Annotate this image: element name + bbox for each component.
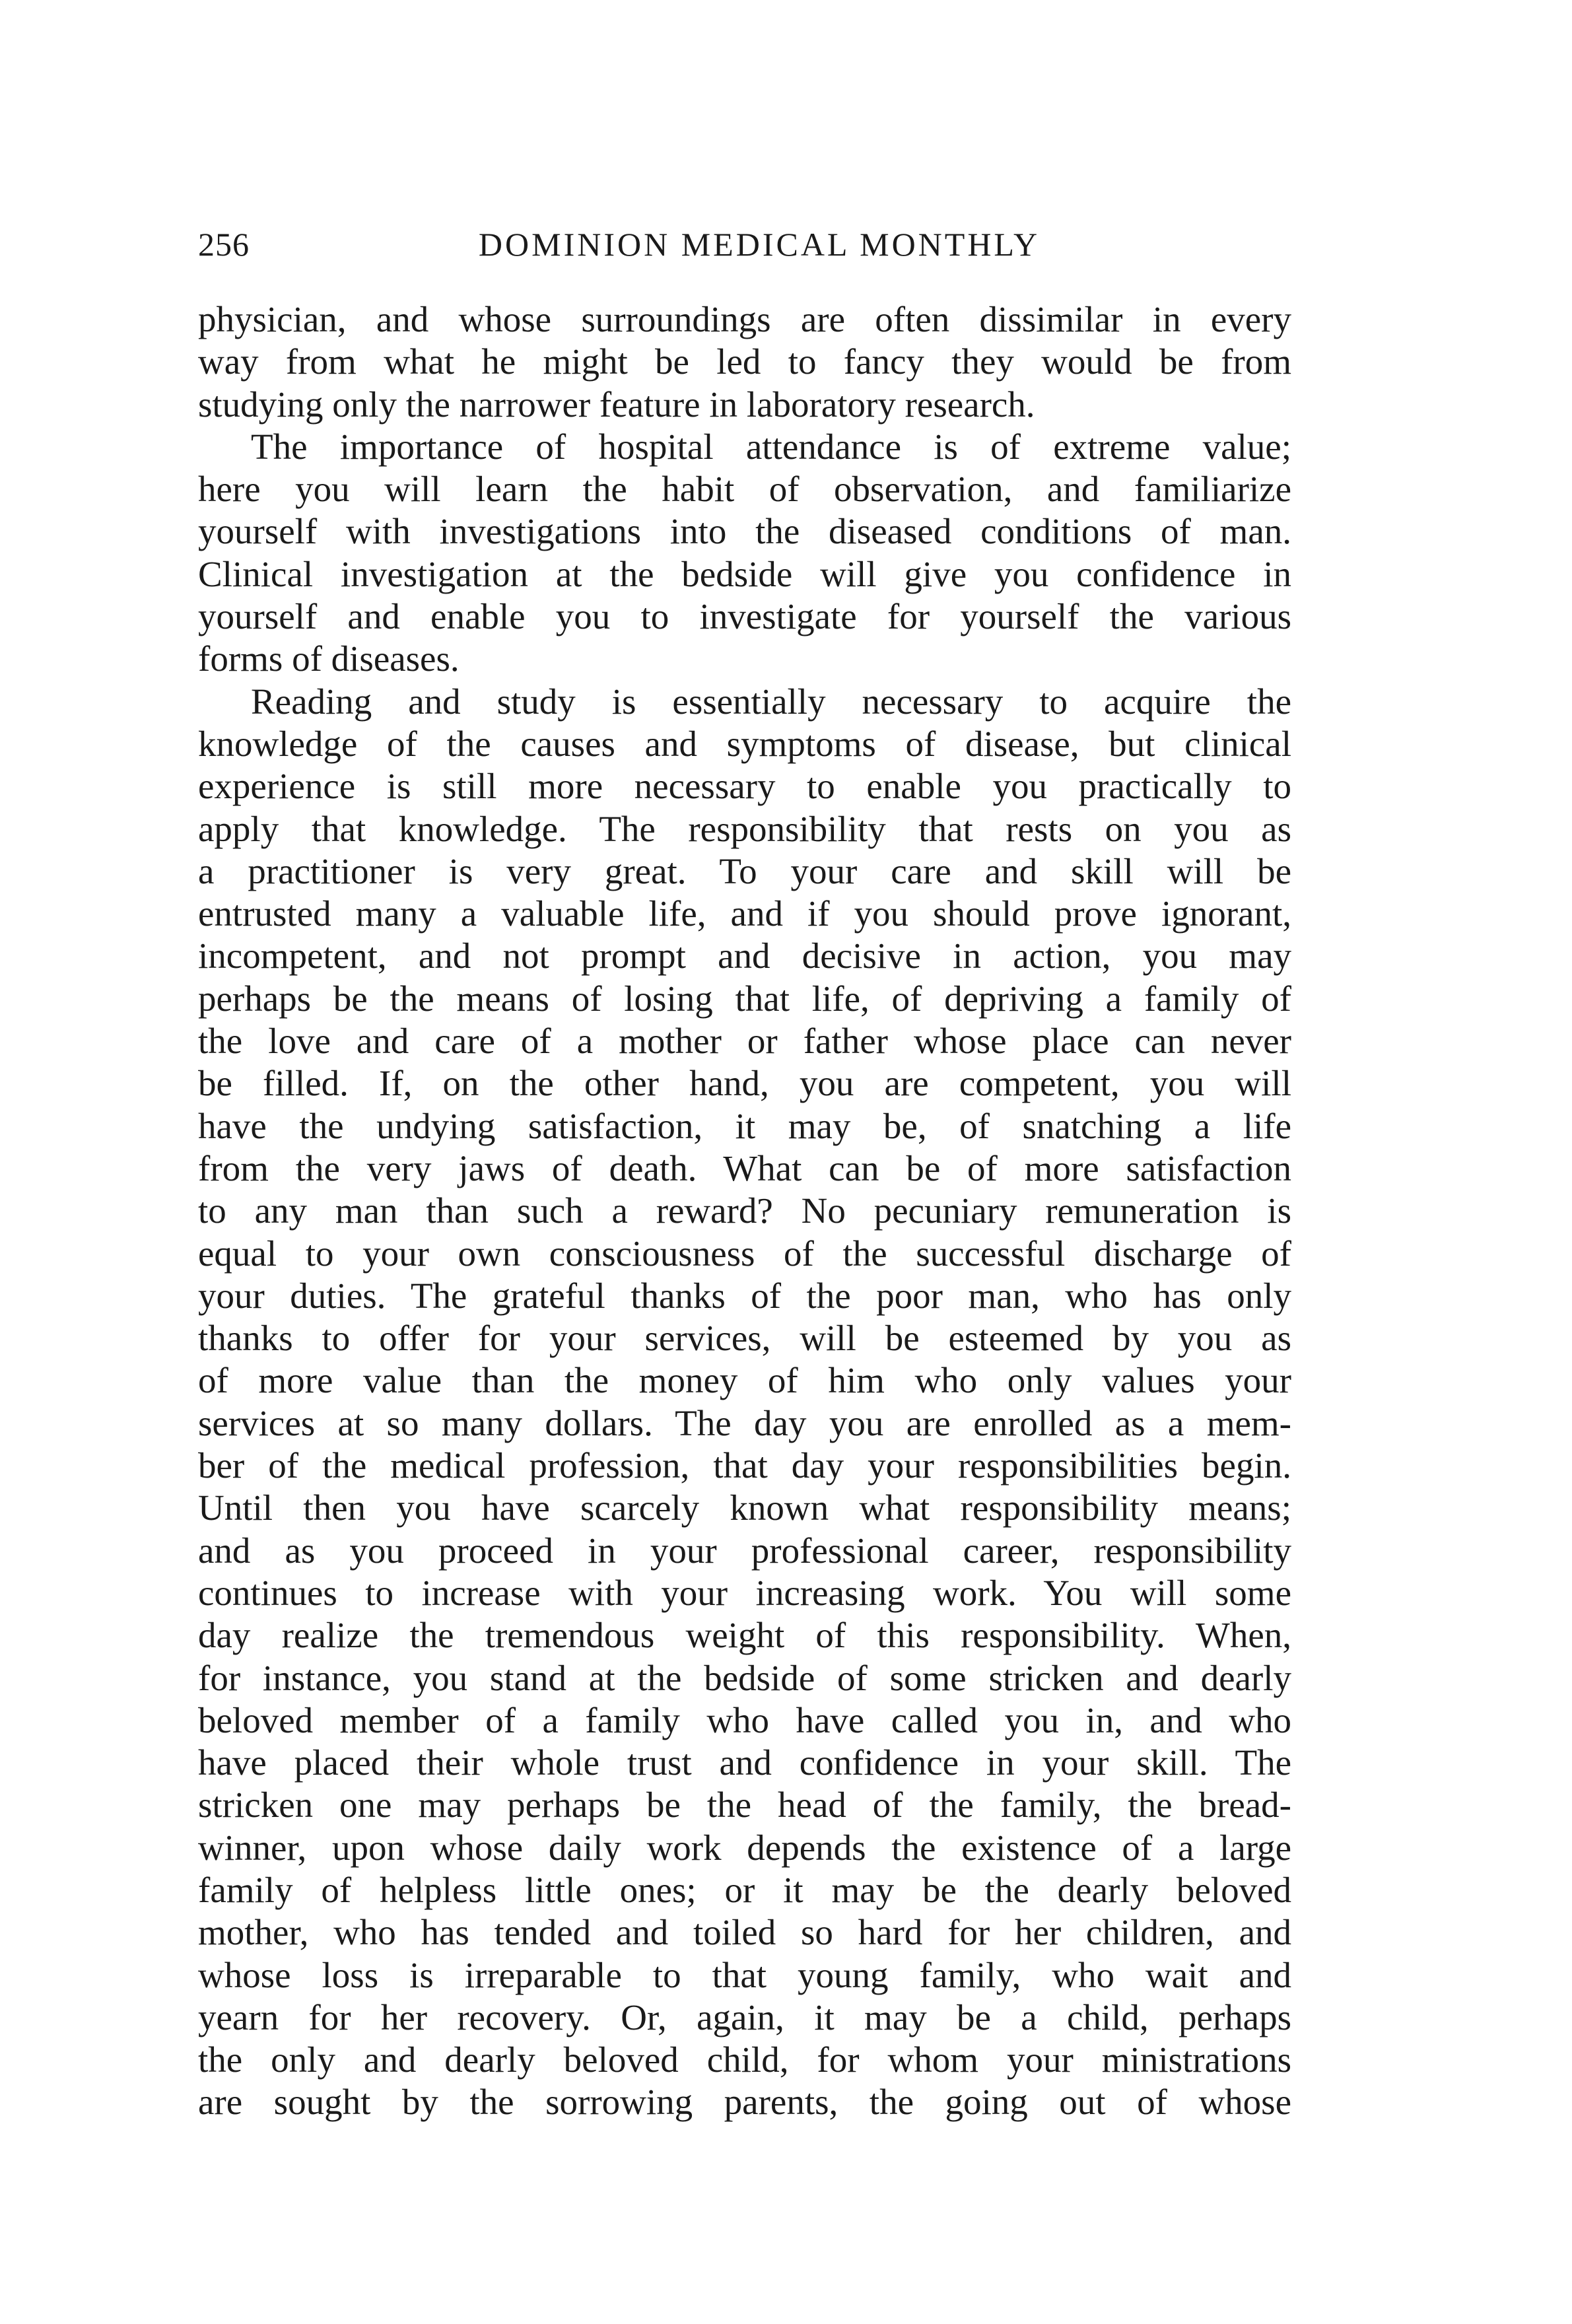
text-line: mother, who has tended and toiled so hard for her children, and (198, 1912, 1291, 1953)
text-line: ber of the medical profession, that day your responsibilities begin. (198, 1445, 1291, 1486)
text-line: family of helpless little ones; or it may be the dearly beloved (198, 1869, 1291, 1910)
text-line: way from what he might be led to fancy they would be from (198, 341, 1291, 382)
text-line: equal to your own consciousness of the successful discharge of (198, 1233, 1291, 1274)
text-line: The importance of hospital attendance is of extreme value; (251, 426, 1291, 467)
text-line: apply that knowledge. The responsibility that rests on you as (198, 808, 1291, 849)
text-line: incompetent, and not prompt and decisive in action, you may (198, 936, 1291, 976)
text-line: beloved member of a family who have called you in, and who (198, 1699, 1291, 1740)
body-text (198, 298, 1291, 2124)
page-number: 256 (198, 226, 250, 263)
text-line: stricken one may perhaps be the head of the family, the bread- (198, 1785, 1291, 1826)
text-line: have placed their whole trust and confidence in your skill. The (198, 1742, 1291, 1783)
text-line: physician, and whose surroundings are often dissimilar in every (198, 299, 1291, 339)
text-line: knowledge of the causes and symptoms of disease, but clinical (198, 723, 1291, 764)
text-line: of more value than the money of him who only values your (198, 1360, 1291, 1401)
text-line: a practitioner is very great. To your care and skill will be (198, 850, 1291, 891)
text-line: experience is still more necessary to enable you practically to (198, 766, 1291, 807)
text-line: your duties. The grateful thanks of the poor man, who has only (198, 1275, 1291, 1316)
text-line: are sought by the sorrowing parents, the going out of whose (198, 2082, 1291, 2123)
text-line: be filled. If, on the other hand, you are competent, you will (198, 1063, 1291, 1104)
text-line: yearn for her recovery. Or, again, it may be a child, perhaps (198, 1997, 1291, 2037)
text-line: Reading and study is essentially necessary to acquire the (251, 681, 1291, 722)
text-line: Until then you have scarcely known what responsibility means; (198, 1487, 1291, 1528)
text-line: forms of diseases. (198, 638, 460, 679)
text-line: and as you proceed in your professional career, responsibility (198, 1530, 1291, 1571)
text-line: entrusted many a valuable life, and if you should prove ignorant, (198, 893, 1291, 934)
text-line: day realize the tremendous weight of this responsibility. When, (198, 1615, 1291, 1656)
text-line: have the undying satisfaction, it may be, of snatching a life (198, 1105, 1291, 1146)
text-line: perhaps be the means of losing that life, of depriving a family of (198, 978, 1291, 1019)
text-line: Clinical investigation at the bedside will give you confidence in (198, 553, 1291, 594)
text-line: from the very jaws of death. What can be of more satisfaction (198, 1147, 1291, 1188)
text-line: the love and care of a mother or father whose place can never (198, 1021, 1291, 1062)
text-line: studying only the narrower feature in laboratory research. (198, 384, 1035, 425)
text-line: continues to increase with your increasing work. You will some (198, 1572, 1291, 1613)
text-line: to any man than such a reward? No pecuniary remuneration is (198, 1190, 1291, 1231)
text-line: yourself with investigations into the diseased conditions of man. (198, 511, 1291, 552)
text-line: services at so many dollars. The day you are enrolled as a mem- (198, 1402, 1291, 1443)
text-line: for instance, you stand at the bedside of some stricken and dearly (198, 1657, 1291, 1698)
text-line: yourself and enable you to investigate for yourself the various (198, 596, 1291, 637)
text-line: whose loss is irreparable to that young family, who wait and (198, 1954, 1291, 1995)
journal-title: DOMINION MEDICAL MONTHLY (478, 226, 1041, 263)
text-line: winner, upon whose daily work depends the existence of a large (198, 1827, 1291, 1868)
text-line: here you will learn the habit of observation, and familiarize (198, 469, 1291, 510)
running-head (198, 218, 1294, 271)
text-line: thanks to offer for your services, will be esteemed by you as (198, 1318, 1291, 1359)
text-line: the only and dearly beloved child, for whom your ministrations (198, 2039, 1291, 2080)
